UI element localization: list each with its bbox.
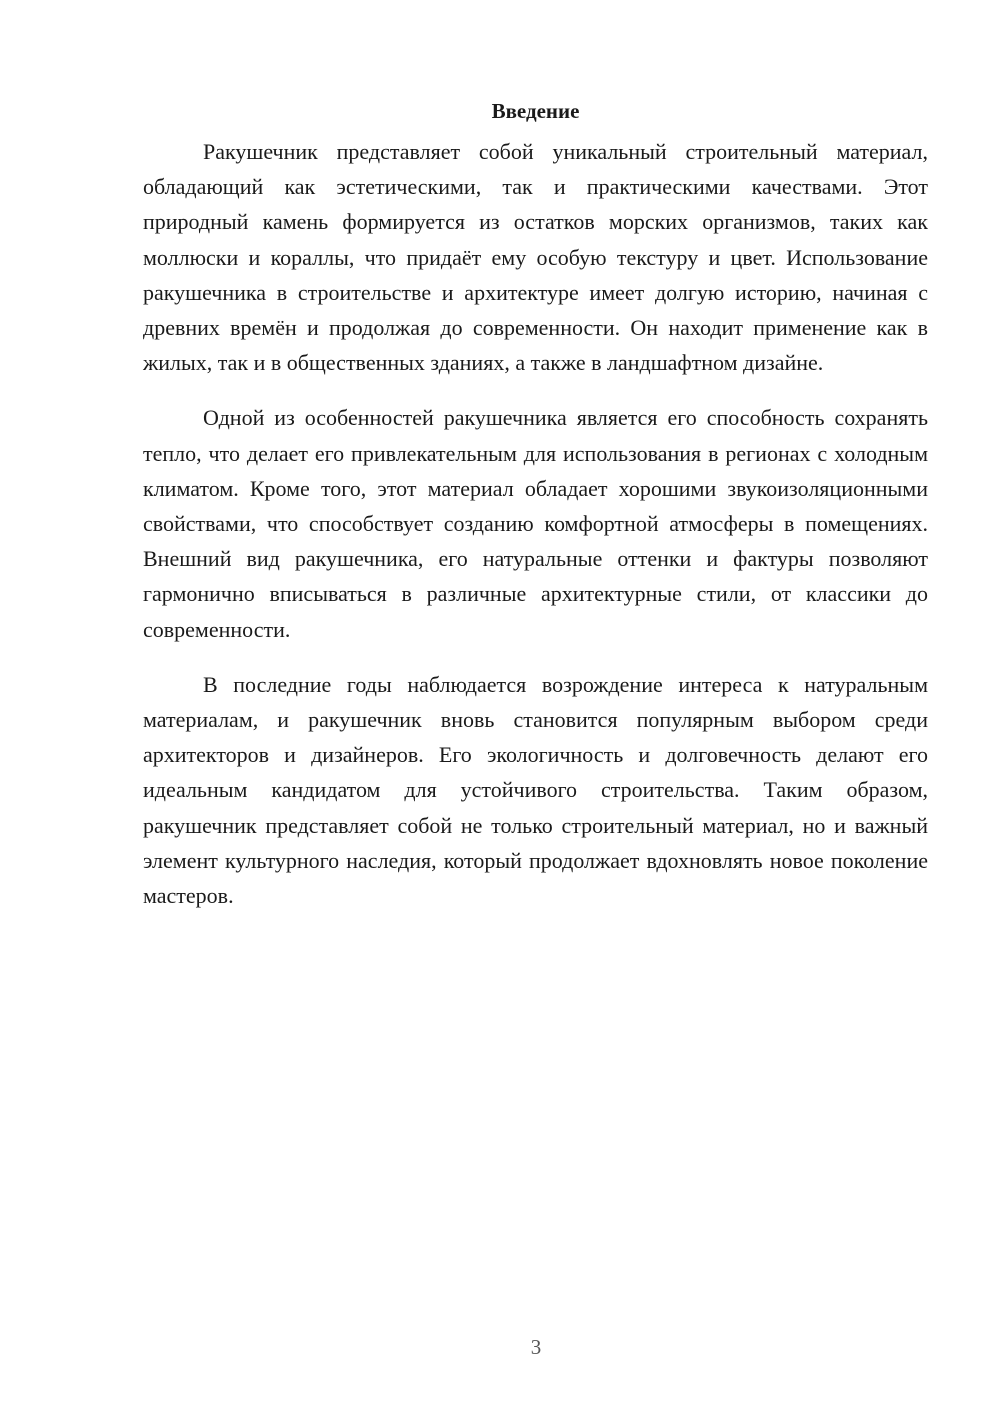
paragraph-2: Одной из особенностей ракушечника является его способность сохранять тепло, что делает его привлекательным для использования в регионах с холодным климатом. Кроме того, этот материал обладает хорошими звукоизоляционными свойствами, что способствует созданию комфортной атмосферы в помещениях. Внешний вид ракушечника, его натуральные оттенки и фактуры позволяют гармонично вписываться в различные архитектурные стили, от классики до современности. (143, 405, 928, 642)
paragraph-1: Ракушечник представляет собой уникальный строительный материал, обладающий как эстетическими, так и практическими качествами. Этот природный камень формируется из остатков морских организмов, таких как моллюски и кораллы, что придаёт ему особую текстуру и цвет. Использование ракушечника в строительстве и архитектуре имеет долгую историю, начиная с древних времён и продолжая до современности. Он находит применение как в жилых, так и в общественных зданиях, а также в ландшафтном дизайне. (143, 139, 928, 376)
page-number: 3 (530, 1335, 542, 1359)
section-title: Введение (491, 99, 580, 123)
page-content (143, 96, 928, 933)
paragraph-3: В последние годы наблюдается возрождение интереса к натуральным материалам, и ракушечник вновь становится популярным выбором среди архитекторов и дизайнеров. Его экологичность и долговечность делают его идеальным кандидатом для устойчивого строительства. Таким образом, ракушечник представляет собой не только строительный материал, но и важный элемент культурного наследия, который продолжает вдохновлять новое поколение мастеров. (143, 671, 928, 909)
